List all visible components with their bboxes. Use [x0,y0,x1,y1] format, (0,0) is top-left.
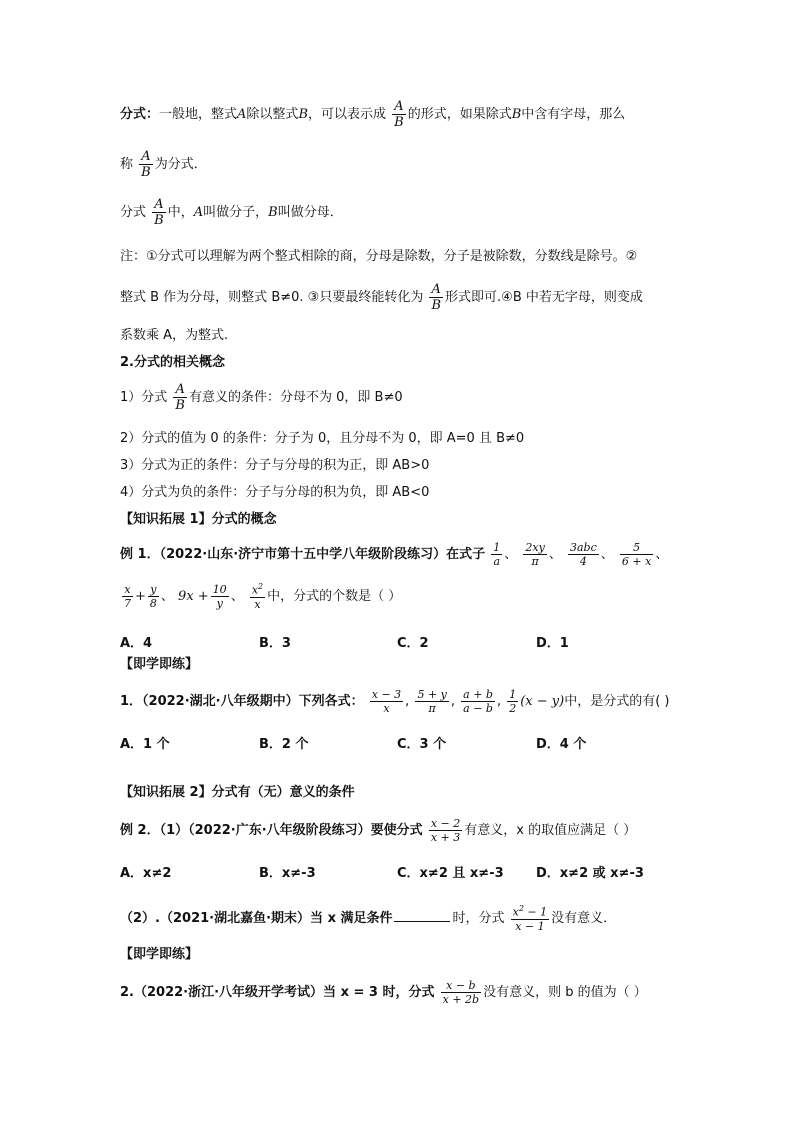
expr-a-plus-b-over-a-minus-b [461,689,495,714]
frac-num: A [392,100,406,115]
note-text-2a: 整式 B 作为分母，则整式 B≠0. ③只要最终能转化为 [120,290,424,305]
definition-text-7: 为分式． [154,157,207,172]
expr-x-minus-b-over-x-plus-2b [441,980,481,1005]
practice-2-question [120,980,647,1005]
var-b: B [298,107,308,122]
frac-den: 6 + x [621,555,652,568]
expr-half [507,689,518,714]
option-d[interactable]: D．x≠2 或 x≠-3 [536,866,644,881]
expr-x-minus-3-over-x [370,689,403,714]
note-text-2b: 形式即可.④B 中若无字母，则变成 [445,290,643,305]
frac-num: 2xy [525,541,545,554]
frac-den: B [154,213,164,228]
expr-y-over-8 [148,584,159,609]
frac-num: A [139,150,153,165]
frac-den: 4 [579,555,587,568]
example-2-part-2 [120,905,616,932]
frac-den: a − b [463,702,493,715]
frac-den: B [141,165,151,180]
expr-x-over-7 [122,584,133,609]
definition-line-1 [120,100,625,129]
option-d[interactable]: D．1 [536,636,569,651]
expr-2xy-over-pi [523,542,546,567]
frac-num: 10 [212,582,227,596]
frac-den: y [216,596,223,610]
frac-num: $x^2 - 1$ [512,904,548,919]
condition-1-prefix: 1）分式 [120,390,168,405]
condition-4: 4）分式为负的条件：分子与分母的积为负，即 AB<0 [120,485,430,500]
frac-num: 5 [620,542,653,555]
var-b-3: B [268,205,278,220]
frac-den: a [493,555,501,568]
expr-9x: 9x + [178,588,209,604]
example-2-prefix: 例 2．（1）（2022·广东·八年级阶段练习）要使分式 [120,823,423,838]
definition-text-2: 除以整式 [246,107,299,122]
fraction-a-over-b-5 [173,383,187,412]
example-2-question [120,818,636,843]
frac-den: B [394,115,404,130]
definition-text-1: 一般地，整式 [159,107,238,122]
practice-1-prefix: 1．（2022·湖北·八年级期中）下列各式： [120,694,364,709]
expr-5-plus-y-over-pi [415,689,448,714]
frac-num: x − b [441,980,481,993]
frac-num: x [122,584,133,597]
note-line-2 [120,283,643,312]
frac-num: A [173,383,187,398]
option-c[interactable]: C．3 个 [397,737,447,752]
practice-2-tail: 没有意义，则 b 的值为（ ） [483,985,647,1000]
expr-x-minus-2-over-x-plus-3 [429,818,462,843]
condition-2: 2）分式的值为 0 的条件：分子为 0，且分母不为 0，即 A=0 且 B≠0 [120,431,525,446]
frac-den: 7 [124,596,131,610]
frac-num: A [429,283,443,298]
note-line-1: 注：①分式可以理解为两个整式相除的商，分母是除数，分子是被除数，分数线是除号。② [120,249,638,264]
frac-num: a + b [463,688,493,701]
frac-den: x [254,597,261,611]
condition-1-text: 有意义的条件：分母不为 0，即 B≠0 [188,390,403,405]
frac-num: y [148,584,159,597]
var-a-2: A [193,205,204,220]
frac-den: 8 [149,596,157,610]
option-c[interactable]: C．2 [397,636,429,651]
definition-text-4: 的形式，如果除式 [407,107,512,122]
frac-den: x − 1 [515,919,545,933]
definition-text-5: 中含有字母，那么 [521,107,626,122]
def2-text-4: 叫做分母． [277,205,343,220]
def2-text-3: 叫做分子， [203,205,269,220]
practice-1-title: 【即学即练】 [120,657,199,672]
frac-num: 3abc [569,541,597,554]
frac-num: x − 3 [371,688,402,701]
frac-den: x + 2b [442,993,480,1006]
frac-den: π [531,555,539,568]
var-a: A [237,107,247,122]
frac-num: 1 [509,688,517,701]
expr-1-over-a [491,542,502,567]
practice-2-title: 【即学即练】 [120,947,199,962]
fraction-a-over-b-4 [429,283,443,312]
answer-blank[interactable] [394,909,450,922]
option-a[interactable]: A．x≠2 [120,866,172,881]
option-b[interactable]: B．x≠-3 [259,866,316,881]
extension-2-title: 【知识拓展 2】分式有（无）意义的条件 [120,785,355,800]
expr-10-over-y [211,584,229,609]
fraction-a-over-b-2 [139,150,153,179]
frac-den: B [431,298,442,313]
expr-x-minus-y: (x − y) [520,694,565,709]
example-1-prefix: 例 1．（2022·山东·济宁市第十五中学八年级阶段练习）在式子 [120,547,486,562]
example-2-part-2-prefix: （2）.（2021·湖北嘉鱼·期末）当 x 满足条件 [120,910,393,926]
option-a[interactable]: A．1 个 [120,737,170,752]
example-1-tail: 中，分式的个数是（ ） [267,588,402,604]
frac-num: 1 [493,541,501,554]
condition-3: 3）分式为正的条件：分子与分母的积为正，即 AB>0 [120,458,430,473]
example-1-line-2: $\frac{x}{7}$ + $\frac{y}{8}$ 、 9x + $\frac{10}{y}$ 、 $\frac{x^2}{x}$ 中，分式的个数是（ ） [124,582,402,611]
condition-1 [120,383,403,412]
option-b[interactable]: B．3 [259,636,291,651]
expr-3abc-over-4 [568,542,599,567]
option-b[interactable]: B．2 个 [259,737,309,752]
frac-den: B [175,398,185,413]
frac-num: $x^2$ [251,582,264,597]
definition-label: 分式： [120,107,160,122]
frac-den: x [383,702,390,715]
practice-2-prefix: 2.（2022·浙江·八年级开学考试）当 x = 3 时，分式 [120,985,435,1000]
expr-x2-over-x [250,583,265,610]
example-2-tail: 有意义，x 的取值应满足（ ） [464,823,637,838]
definition-text-3: ，可以表示成 [308,107,387,122]
definition-line-2 [120,150,207,179]
section-2-title: 2.分式的相关概念 [120,355,225,370]
option-d[interactable]: D．4 个 [536,737,587,752]
practice-1-tail: 中，是分式的有( ) [564,694,670,709]
frac-den: π [428,702,436,715]
option-a[interactable]: A．4 [120,636,153,651]
expr-5-over-6-plus-x [620,542,653,567]
var-b-2: B [511,107,522,122]
frac-num: x − 2 [430,817,461,830]
practice-1-question: 1．（2022·湖北·八年级期中）下列各式： $\frac{x - 3}{x}$ , $\frac{5 + y}{\pi}$ , $\frac{a + b}{a - b}$ , $\frac{1}{2}$ (x − y)中，是分式的有( ) [120,688,670,715]
numerator-denominator-line [120,198,343,227]
def2-text-2: 中， [167,205,194,220]
example-1-line-1: 例 1．（2022·山东·济宁市第十五中学八年级阶段练习）在式子 $\frac{1}{a}$ 、 $\frac{2xy}{\pi}$ 、 $\frac{\text{3abc}}{4}$ 、 $\frac{5}{6 + x}$ 、 [120,541,669,568]
example-2-part-2-mid: 时，分式 [452,910,505,926]
frac-den: 2 [509,702,517,715]
option-c[interactable]: C．x≠2 且 x≠-3 [397,866,504,881]
fraction-a-over-b-3 [152,198,166,227]
def2-text-1: 分式 [120,205,147,220]
extension-1-title: 【知识拓展 1】分式的概念 [120,512,277,527]
frac-num: 5 + y [417,688,447,701]
example-2-part-2-tail: 没有意义． [551,910,617,926]
frac-den: x + 3 [430,831,461,844]
expr-x2-minus-1-over-x-minus-1 [511,905,550,932]
fraction-a-over-b [392,100,406,129]
frac-num: A [152,198,166,213]
definition-text-6: 称 [120,157,134,172]
note-line-3: 系数乘 A，为整式. [120,328,229,343]
